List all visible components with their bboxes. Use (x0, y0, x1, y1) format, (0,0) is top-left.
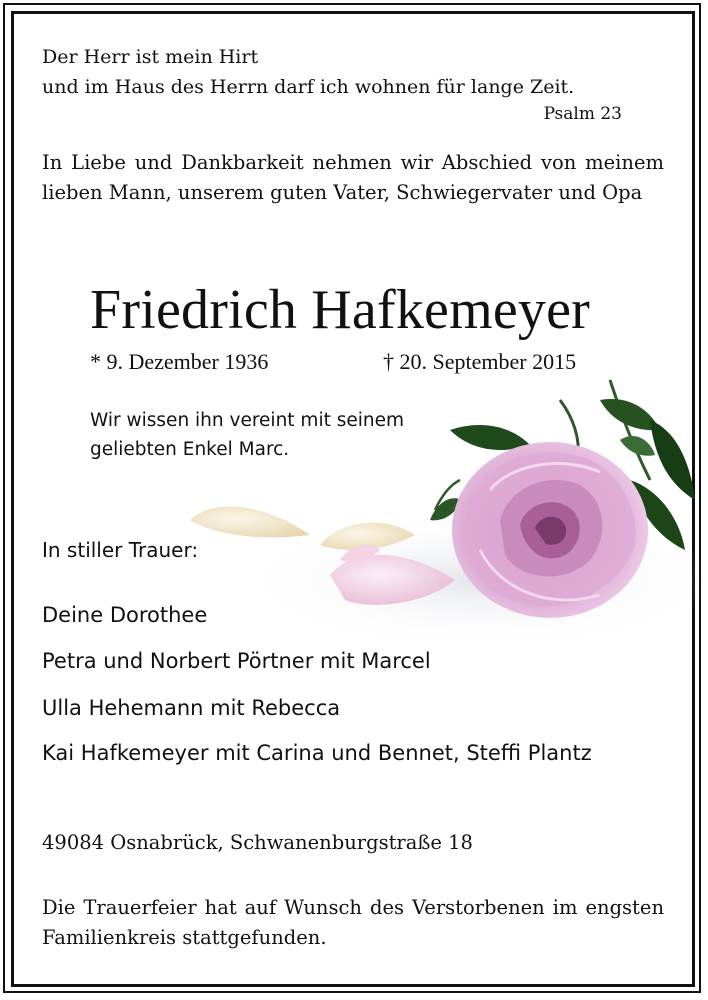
deceased-name: Friedrich Hafkemeyer (90, 279, 590, 341)
memorial-note-line-2: geliebten Enkel Marc. (90, 439, 290, 460)
psalm-line-1: Der Herr ist mein Hirt (42, 46, 259, 68)
mourner-name: Deine Dorothee (42, 603, 208, 627)
mourner-name: Ulla Hehemann mit Rebecca (42, 696, 341, 720)
death-date: † 20. September 2015 (383, 349, 577, 374)
psalm-reference: Psalm 23 (543, 104, 622, 124)
memorial-note-line-1: Wir wissen ihn vereint mit seinem (90, 410, 405, 431)
mourner-name: Kai Hafkemeyer mit Carina und Bennet, Steffi Plantz (42, 741, 592, 765)
mourners-heading: In stiller Trauer: (42, 538, 199, 562)
birth-date: * 9. Dezember 1936 (90, 349, 269, 374)
address: 49084 Osnabrück, Schwanenburgstraße 18 (42, 831, 473, 854)
intro-text: In Liebe und Dankbarkeit nehmen wir Abschied von meinem lieben Mann, unserem guten Vater, Schwiegervater und Opa (42, 151, 664, 204)
psalm-line-2: und im Haus des Herrn darf ich wohnen für lange Zeit. (42, 76, 575, 98)
mourner-name: Petra und Norbert Pörtner mit Marcel (42, 649, 431, 673)
rose-illustration (180, 360, 700, 660)
funeral-note: Die Trauerfeier hat auf Wunsch des Verstorbenen im engsten Familienkreis stattgefunden. (42, 896, 664, 949)
